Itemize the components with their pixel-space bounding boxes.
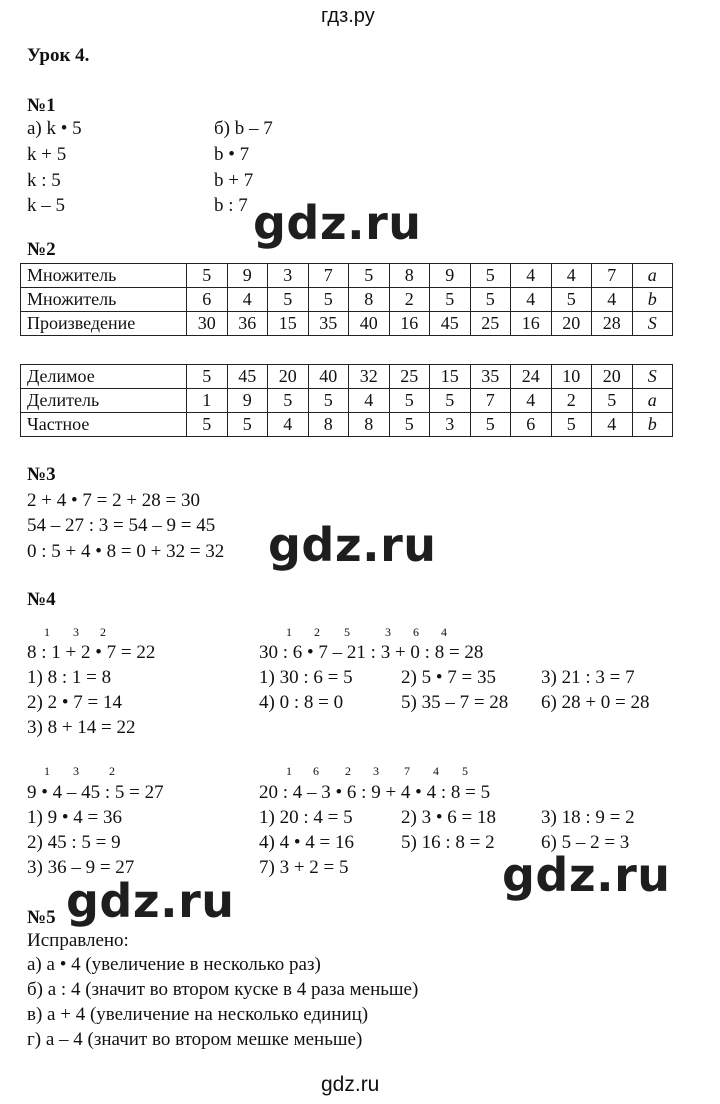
table-cell: 5 <box>551 413 592 437</box>
table-cell: 25 <box>389 365 430 389</box>
watermark: gdz.ru <box>268 518 437 572</box>
order-number: 3 <box>73 764 79 778</box>
variable-cell: b <box>632 288 673 312</box>
ex4-step: 1) 8 : 1 = 8 <box>27 667 112 688</box>
variable-cell: S <box>632 365 673 389</box>
table-cell: 5 <box>430 288 471 312</box>
table-cell: 4 <box>592 413 633 437</box>
table-row <box>21 365 673 389</box>
variable-cell: S <box>632 312 673 336</box>
ex4-step: 3) 18 : 9 = 2 <box>541 807 635 828</box>
table-cell: 9 <box>430 264 471 288</box>
order-number: 3 <box>385 625 391 639</box>
ex4-step: 6) 5 – 2 = 3 <box>541 832 630 853</box>
table-cell: 8 <box>349 413 390 437</box>
order-number: 3 <box>73 625 79 639</box>
table-cell: 7 <box>592 264 633 288</box>
table-cell: 5 <box>187 264 228 288</box>
table-cell: 40 <box>308 365 349 389</box>
table-cell: 5 <box>389 389 430 413</box>
exercise-2-title: №2 <box>27 239 56 260</box>
table-cell: 35 <box>470 365 511 389</box>
ex3-line: 54 – 27 : 3 = 54 – 9 = 45 <box>27 515 216 536</box>
order-number: 6 <box>313 764 319 778</box>
order-number: 2 <box>345 764 351 778</box>
order-number: 4 <box>433 764 439 778</box>
ex4-expression: 8 : 1 + 2 • 7 = 22 <box>27 642 156 663</box>
table-cell: 20 <box>268 365 309 389</box>
variable-cell: a <box>632 264 673 288</box>
ex4-step: 5) 35 – 7 = 28 <box>401 692 509 713</box>
ex5-line: а) a • 4 (увеличение в несколько раз) <box>27 954 321 975</box>
order-number: 5 <box>344 625 350 639</box>
table-row <box>21 312 673 336</box>
table-cell: 9 <box>227 264 268 288</box>
ex4-expression: 20 : 4 – 3 • 6 : 9 + 4 • 4 : 8 = 5 <box>259 782 491 803</box>
site-header: гдз.ру <box>321 5 375 27</box>
table-cell: 6 <box>187 288 228 312</box>
ex4-step: 1) 30 : 6 = 5 <box>259 667 353 688</box>
ex3-line: 2 + 4 • 7 = 2 + 28 = 30 <box>27 490 201 511</box>
table-cell: 2 <box>551 389 592 413</box>
ex4-step: 1) 9 • 4 = 36 <box>27 807 122 828</box>
table-row <box>21 389 673 413</box>
table-cell: 5 <box>470 288 511 312</box>
variable-cell: a <box>632 389 673 413</box>
table-cell: 5 <box>187 365 228 389</box>
ex4-step: 3) 8 + 14 = 22 <box>27 717 136 738</box>
exercise-3-title: №3 <box>27 464 56 485</box>
order-number: 5 <box>462 764 468 778</box>
table-cell: 45 <box>227 365 268 389</box>
variable-cell: b <box>632 413 673 437</box>
ex1-b-line: b • 7 <box>214 144 250 165</box>
ex4-step: 2) 45 : 5 = 9 <box>27 832 121 853</box>
ex5-line: в) a + 4 (увеличение на несколько единиц) <box>27 1004 369 1025</box>
row-label: Делитель <box>21 389 187 413</box>
table-cell: 5 <box>268 389 309 413</box>
table-cell: 28 <box>592 312 633 336</box>
ex4-step: 6) 28 + 0 = 28 <box>541 692 650 713</box>
table-cell: 5 <box>470 264 511 288</box>
table-row <box>21 264 673 288</box>
ex4-step: 5) 16 : 8 = 2 <box>401 832 495 853</box>
table-cell: 5 <box>308 288 349 312</box>
table-cell: 5 <box>187 413 228 437</box>
table-cell: 36 <box>227 312 268 336</box>
lesson-title: Урок 4. <box>27 45 90 66</box>
table-cell: 5 <box>470 413 511 437</box>
table-cell: 5 <box>349 264 390 288</box>
table-cell: 1 <box>187 389 228 413</box>
ex3-line: 0 : 5 + 4 • 8 = 0 + 32 = 32 <box>27 541 225 562</box>
table-cell: 16 <box>389 312 430 336</box>
table-cell: 5 <box>430 389 471 413</box>
table-row <box>21 288 673 312</box>
ex1-b-line: б) b – 7 <box>214 118 273 139</box>
order-number: 6 <box>413 625 419 639</box>
ex4-step: 2) 2 • 7 = 14 <box>27 692 122 713</box>
table-cell: 5 <box>592 389 633 413</box>
ex4-step: 1) 20 : 4 = 5 <box>259 807 353 828</box>
table-cell: 3 <box>430 413 471 437</box>
table-cell: 6 <box>511 413 552 437</box>
ex4-step: 2) 5 • 7 = 35 <box>401 667 496 688</box>
order-number: 2 <box>100 625 106 639</box>
table-cell: 3 <box>268 264 309 288</box>
ex4-step: 2) 3 • 6 = 18 <box>401 807 496 828</box>
order-number: 1 <box>44 764 50 778</box>
table-cell: 10 <box>551 365 592 389</box>
watermark: gdz.ru <box>502 848 671 902</box>
table-cell: 5 <box>308 389 349 413</box>
table-cell: 8 <box>349 288 390 312</box>
ex4-step: 4) 0 : 8 = 0 <box>259 692 344 713</box>
row-label: Множитель <box>21 288 187 312</box>
table-cell: 25 <box>470 312 511 336</box>
ex5-line: б) a : 4 (значит во втором куске в 4 раза меньше) <box>27 979 419 1000</box>
division-table <box>20 364 673 437</box>
table-cell: 5 <box>268 288 309 312</box>
table-cell: 4 <box>511 389 552 413</box>
table-cell: 5 <box>389 413 430 437</box>
table-cell: 4 <box>227 288 268 312</box>
row-label: Произведение <box>21 312 187 336</box>
ex4-expression: 30 : 6 • 7 – 21 : 3 + 0 : 8 = 28 <box>259 642 484 663</box>
site-footer: gdz.ru <box>321 1073 380 1096</box>
ex1-a-line: k : 5 <box>27 170 61 191</box>
table-cell: 5 <box>227 413 268 437</box>
ex1-a-line: k + 5 <box>27 144 67 165</box>
table-cell: 15 <box>430 365 471 389</box>
table-cell: 8 <box>389 264 430 288</box>
multiplication-table <box>20 263 673 336</box>
ex4-step: 3) 21 : 3 = 7 <box>541 667 635 688</box>
row-label: Частное <box>21 413 187 437</box>
table-cell: 15 <box>268 312 309 336</box>
table-cell: 5 <box>551 288 592 312</box>
table-cell: 7 <box>308 264 349 288</box>
order-number: 4 <box>441 625 447 639</box>
ex4-expression: 9 • 4 – 45 : 5 = 27 <box>27 782 164 803</box>
exercise-1-title: №1 <box>27 95 56 116</box>
table-cell: 24 <box>511 365 552 389</box>
table-cell: 20 <box>551 312 592 336</box>
ex1-b-line: b + 7 <box>214 170 254 191</box>
row-label: Множитель <box>21 264 187 288</box>
ex4-step: 3) 36 – 9 = 27 <box>27 857 135 878</box>
table-cell: 2 <box>389 288 430 312</box>
row-label: Делимое <box>21 365 187 389</box>
table-cell: 16 <box>511 312 552 336</box>
table-cell: 20 <box>592 365 633 389</box>
table-cell: 4 <box>268 413 309 437</box>
order-number: 1 <box>44 625 50 639</box>
table-cell: 4 <box>551 264 592 288</box>
table-row <box>21 413 673 437</box>
table-cell: 9 <box>227 389 268 413</box>
ex1-b-line: b : 7 <box>214 195 248 216</box>
ex1-a-line: а) k • 5 <box>27 118 82 139</box>
order-number: 1 <box>286 764 292 778</box>
table-cell: 4 <box>511 264 552 288</box>
ex5-line: г) a – 4 (значит во втором мешке меньше) <box>27 1029 363 1050</box>
order-number: 2 <box>109 764 115 778</box>
ex4-step: 7) 3 + 2 = 5 <box>259 857 349 878</box>
table-cell: 32 <box>349 365 390 389</box>
table-cell: 40 <box>349 312 390 336</box>
table-cell: 35 <box>308 312 349 336</box>
ex5-intro: Исправлено: <box>27 930 129 951</box>
table-cell: 7 <box>470 389 511 413</box>
table-cell: 45 <box>430 312 471 336</box>
order-number: 2 <box>314 625 320 639</box>
order-number: 7 <box>404 764 410 778</box>
order-number: 1 <box>286 625 292 639</box>
table-cell: 30 <box>187 312 228 336</box>
table-cell: 4 <box>349 389 390 413</box>
table-cell: 4 <box>511 288 552 312</box>
table-cell: 4 <box>592 288 633 312</box>
order-number: 3 <box>373 764 379 778</box>
table-cell: 8 <box>308 413 349 437</box>
ex1-a-line: k – 5 <box>27 195 65 216</box>
ex4-step: 4) 4 • 4 = 16 <box>259 832 354 853</box>
exercise-5-title: №5 <box>27 907 56 928</box>
exercise-4-title: №4 <box>27 589 56 610</box>
watermark: gdz.ru <box>66 874 235 928</box>
watermark: gdz.ru <box>253 196 422 250</box>
